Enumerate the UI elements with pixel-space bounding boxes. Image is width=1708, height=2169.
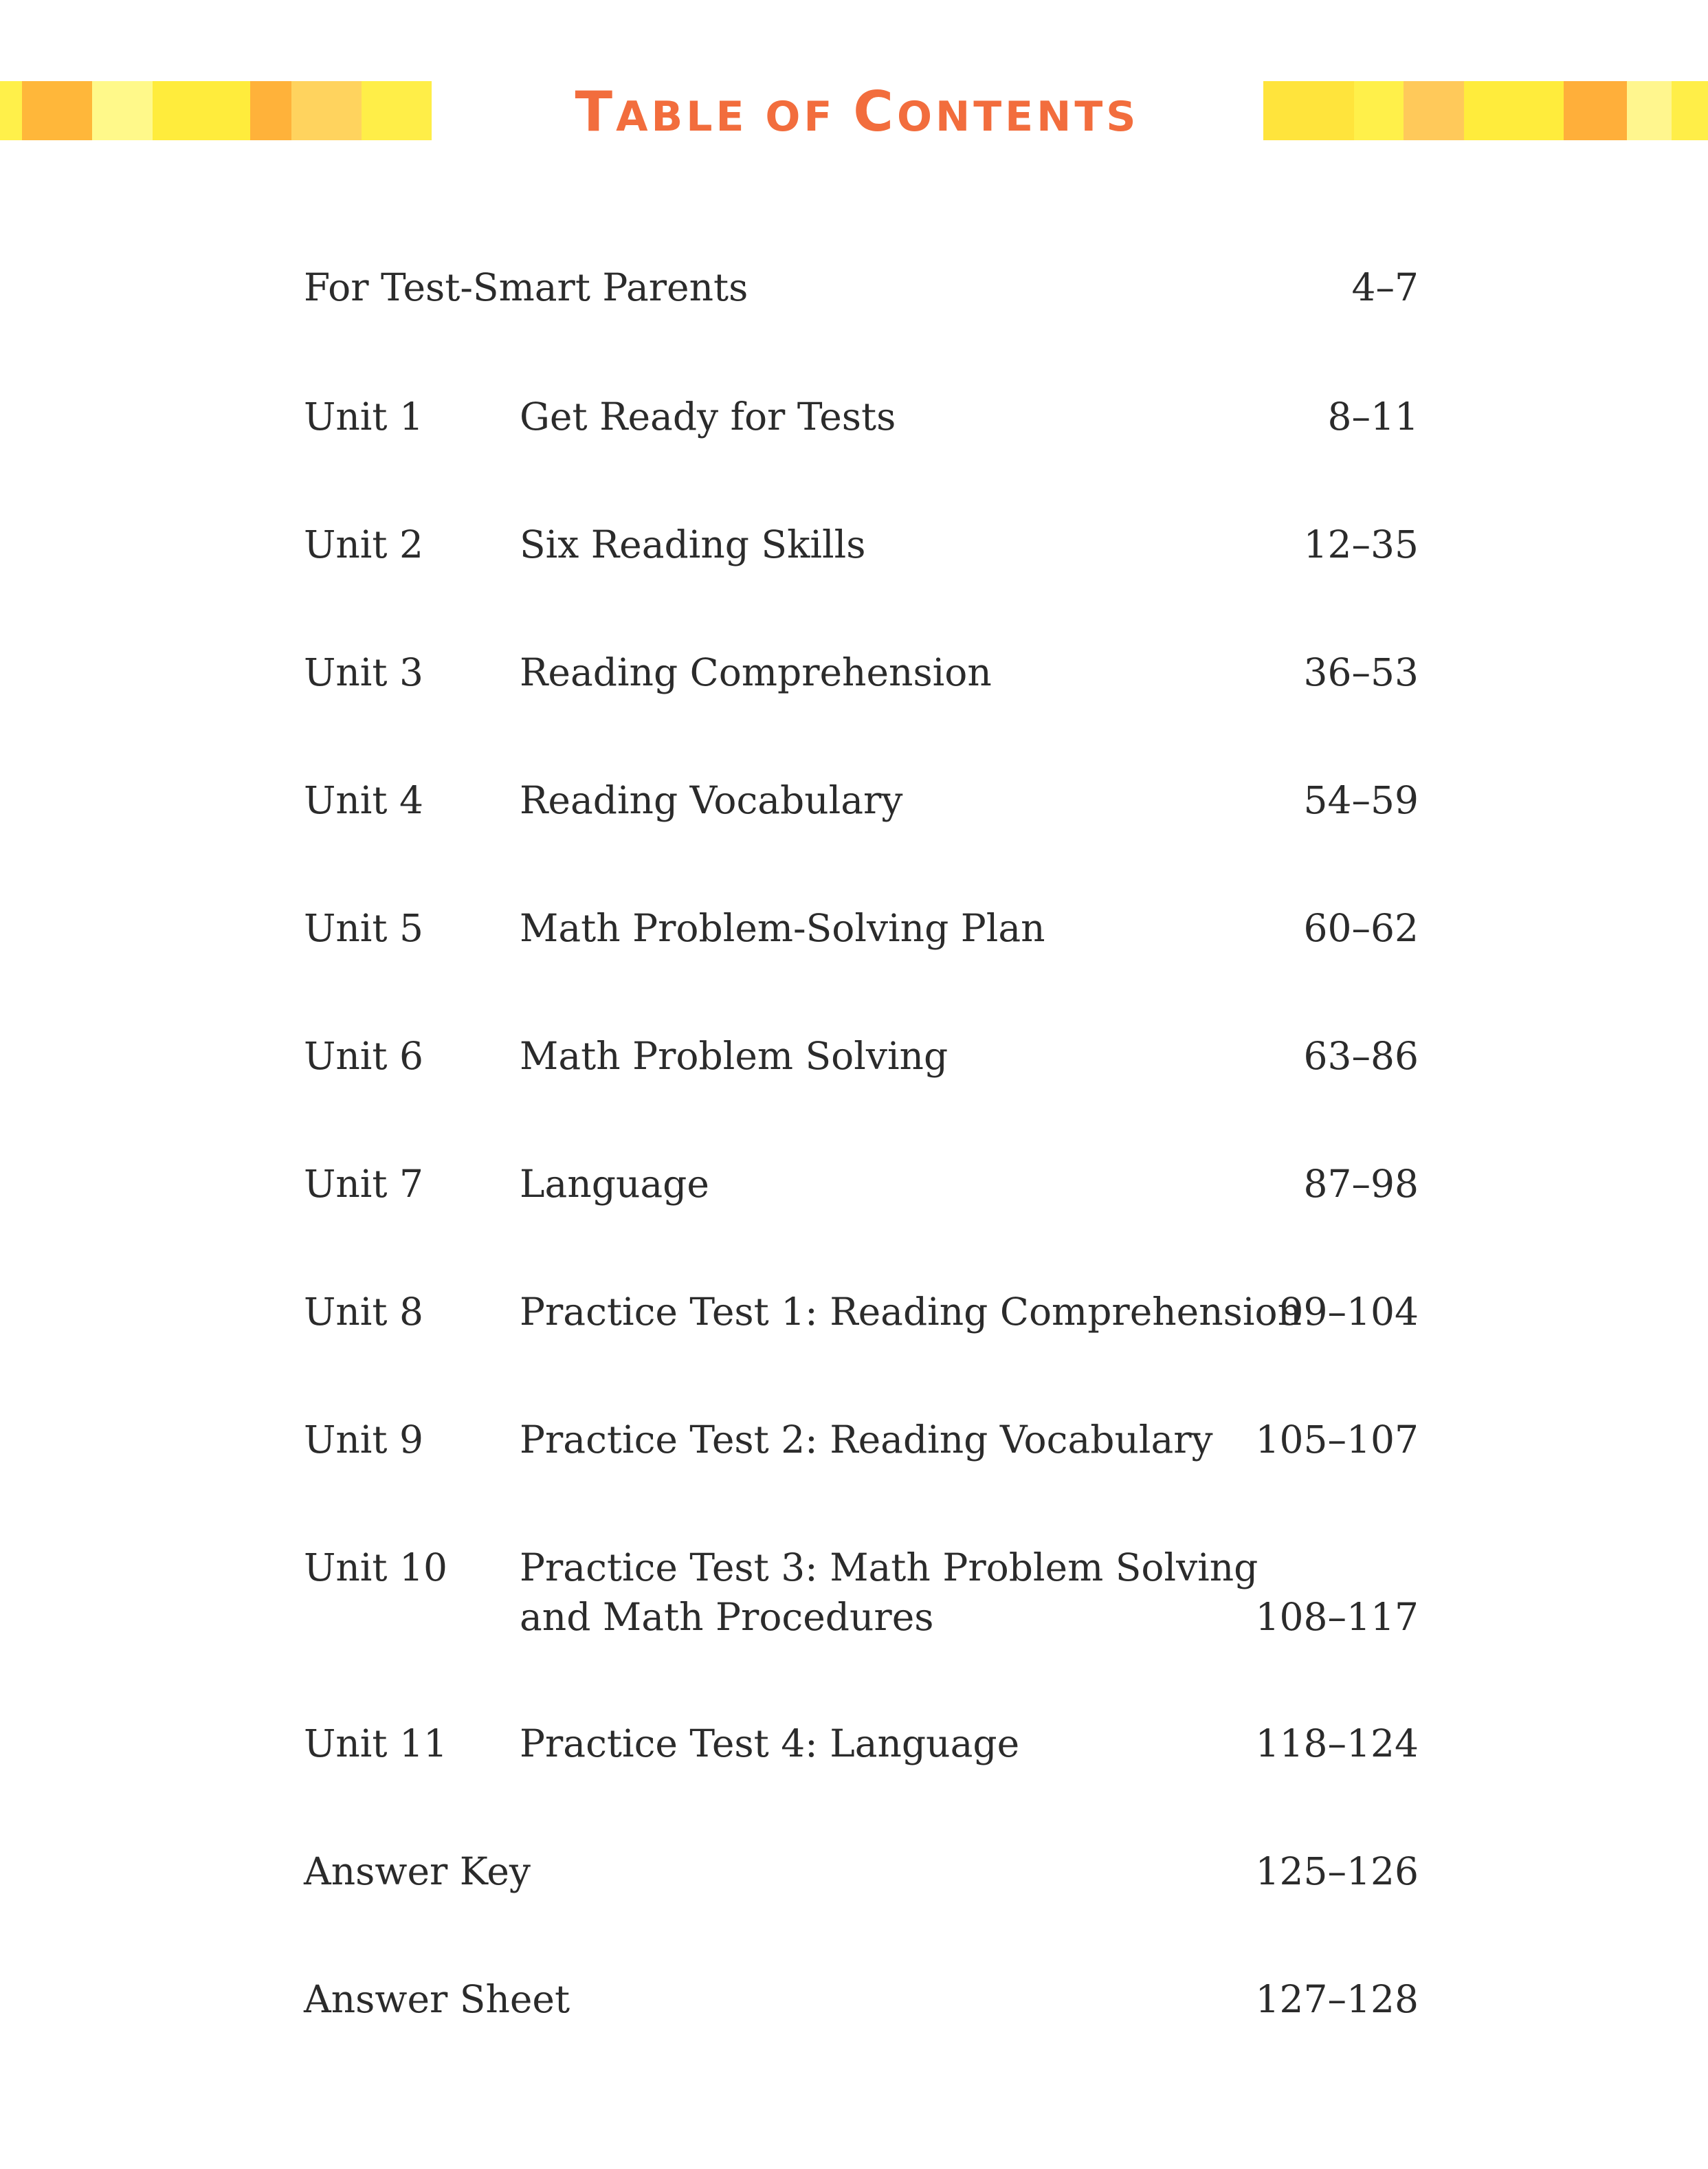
toc-pages: 8–11 bbox=[1327, 395, 1419, 439]
toc-topic: Reading Comprehension bbox=[520, 650, 992, 694]
toc-unit: Unit 8 bbox=[304, 1290, 423, 1334]
toc-unit: Unit 3 bbox=[304, 650, 423, 694]
toc-topic: For Test-Smart Parents bbox=[304, 265, 748, 309]
band-block bbox=[1672, 81, 1708, 140]
toc-topic-line2: and Math Procedures bbox=[520, 1595, 934, 1639]
toc-unit: Unit 1 bbox=[304, 395, 423, 439]
toc-unit: Unit 2 bbox=[304, 522, 423, 566]
band-block bbox=[92, 81, 153, 140]
toc-pages: 87–98 bbox=[1303, 1162, 1419, 1206]
band-block bbox=[1354, 81, 1404, 140]
page-title: TABLE OF CONTENTS bbox=[575, 80, 1140, 144]
band-block bbox=[1263, 81, 1354, 140]
toc-unit: Unit 7 bbox=[304, 1162, 423, 1206]
toc-pages: 125–126 bbox=[1255, 1849, 1419, 1893]
toc-unit: Unit 4 bbox=[304, 778, 423, 822]
toc-pages: 63–86 bbox=[1303, 1034, 1419, 1078]
band-block bbox=[1404, 81, 1464, 140]
toc-topic: Practice Test 1: Reading Comprehension bbox=[520, 1290, 1302, 1334]
toc-topic: Practice Test 3: Math Problem Solving bbox=[520, 1545, 1258, 1589]
toc-topic: Answer Key bbox=[304, 1849, 531, 1893]
band-block bbox=[22, 81, 92, 140]
toc-entry[interactable] bbox=[304, 1543, 1419, 1642]
toc-pages: 127–128 bbox=[1255, 1977, 1419, 2021]
toc-topic: Math Problem-Solving Plan bbox=[520, 906, 1045, 950]
toc-topic: Language bbox=[520, 1162, 709, 1206]
toc-unit: Unit 11 bbox=[304, 1721, 447, 1765]
band-block bbox=[291, 81, 362, 140]
decorative-color-band-left bbox=[0, 81, 432, 140]
band-block bbox=[1627, 81, 1672, 140]
toc-topic: Answer Sheet bbox=[304, 1977, 570, 2021]
toc-pages: 54–59 bbox=[1303, 778, 1419, 822]
toc-topic: Six Reading Skills bbox=[520, 522, 866, 566]
band-block bbox=[153, 81, 250, 140]
toc-topic: Practice Test 4: Language bbox=[520, 1721, 1020, 1765]
decorative-color-band-right bbox=[1263, 81, 1708, 140]
toc-topic: Math Problem Solving bbox=[520, 1034, 949, 1078]
toc-pages: 105–107 bbox=[1255, 1418, 1419, 1462]
toc-unit: Unit 6 bbox=[304, 1034, 423, 1078]
toc-unit: Unit 5 bbox=[304, 906, 423, 950]
toc-pages: 4–7 bbox=[1351, 265, 1419, 309]
band-block bbox=[250, 81, 291, 140]
toc-pages: 12–35 bbox=[1303, 522, 1419, 566]
toc-pages: 108–117 bbox=[1255, 1595, 1419, 1639]
band-block bbox=[1564, 81, 1627, 140]
toc-topic: Get Ready for Tests bbox=[520, 395, 896, 439]
toc-topic: Practice Test 2: Reading Vocabulary bbox=[520, 1418, 1213, 1462]
toc-unit: Unit 9 bbox=[304, 1418, 423, 1462]
band-block bbox=[1464, 81, 1564, 140]
band-block bbox=[362, 81, 432, 140]
toc-pages: 99–104 bbox=[1279, 1290, 1419, 1334]
toc-unit: Unit 10 bbox=[304, 1545, 447, 1589]
toc-pages: 118–124 bbox=[1255, 1721, 1419, 1765]
toc-topic: Reading Vocabulary bbox=[520, 778, 903, 822]
toc-pages: 36–53 bbox=[1303, 650, 1419, 694]
toc-pages: 60–62 bbox=[1303, 906, 1419, 950]
band-block bbox=[0, 81, 22, 140]
